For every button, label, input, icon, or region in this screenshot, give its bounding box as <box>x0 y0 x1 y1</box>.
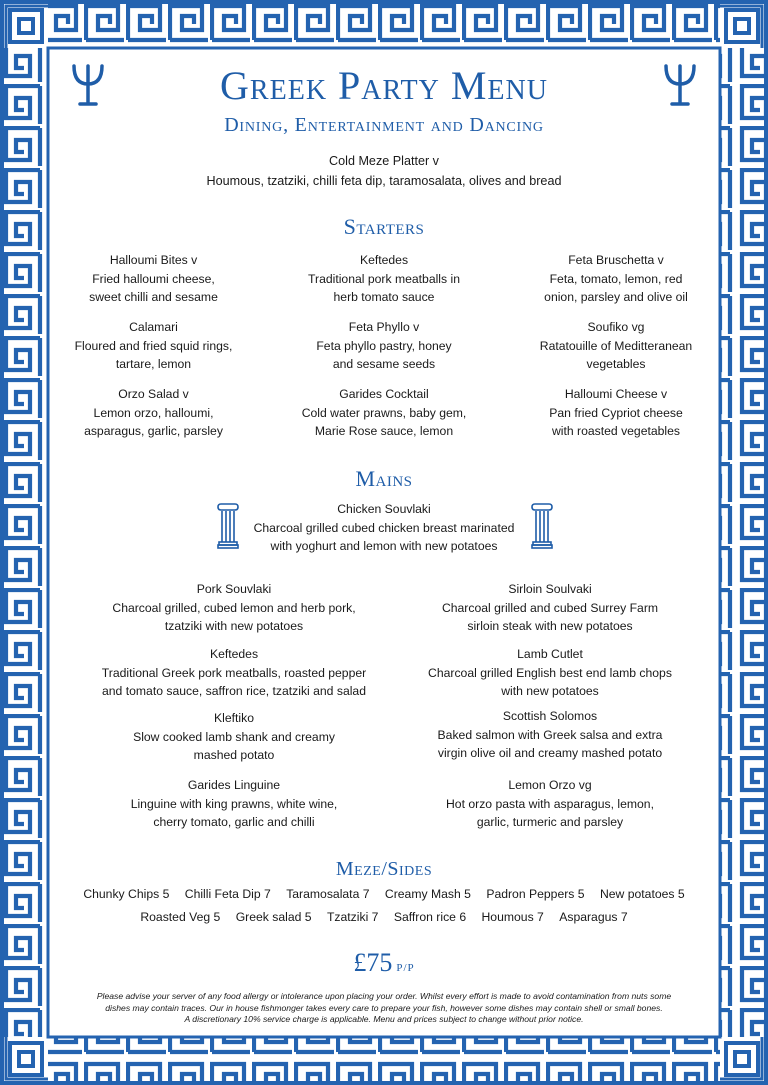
starter-item <box>296 318 472 374</box>
item-name: Pork Souvlaki <box>196 582 272 596</box>
item-desc: Slow cooked lamb shank and creamy <box>133 729 335 744</box>
ionic-column-icon-right <box>531 503 553 549</box>
item-name: Sirloin Soulvaki <box>508 582 592 596</box>
item-name: Feta Phyllo v <box>348 320 420 334</box>
starter-item <box>296 251 472 307</box>
item-desc: Marie Rose sauce, lemon <box>314 424 454 438</box>
side-item: Asparagus 7 <box>559 910 628 924</box>
item-name: Lemon Orzo vg <box>508 778 592 792</box>
starter-item <box>528 251 704 307</box>
main-item <box>414 580 686 636</box>
item-desc: garlic, turmeric and parsley <box>476 815 624 829</box>
item-name: Chicken Souvlaki <box>337 502 431 516</box>
starter-item <box>528 385 704 441</box>
item-desc: asparagus, garlic, parsley <box>84 424 223 438</box>
allergy-notice <box>66 991 702 1026</box>
item-desc: Feta phyllo pastry, honey <box>316 338 452 353</box>
item-desc: Floured and fried squid rings, <box>74 338 233 353</box>
item-desc: Cold water prawns, baby gem, <box>301 405 467 420</box>
item-desc: Traditional Greek pork meatballs, roasted pepper <box>101 665 367 680</box>
item-desc: Baked salmon with Greek salsa and extra <box>437 727 663 742</box>
side-item: Creamy Mash 5 <box>384 887 471 901</box>
main-item <box>96 709 372 765</box>
item-name: Scottish Solomos <box>502 709 598 723</box>
item-desc: Pan fried Cypriot cheese <box>549 405 683 420</box>
item-desc: sweet chilli and sesame <box>89 290 218 304</box>
side-item: Roasted Veg 5 <box>140 910 221 924</box>
main-item <box>414 776 686 832</box>
item-name: Halloumi Cheese v <box>564 387 668 401</box>
starter-item <box>66 385 241 441</box>
item-desc: Lemon orzo, halloumi, <box>93 405 214 420</box>
side-item: Chunky Chips 5 <box>83 887 170 901</box>
main-item <box>96 645 372 701</box>
meze-platter <box>134 151 634 191</box>
price <box>0 948 768 978</box>
side-item: Chilli Feta Dip 7 <box>184 887 271 901</box>
starter-item <box>66 318 241 374</box>
starter-item <box>296 385 472 441</box>
price-unit: P/P <box>396 962 415 974</box>
page-title: Greek Party Menu <box>220 63 548 108</box>
item-desc: Feta, tomato, lemon, red <box>549 271 683 286</box>
item-desc: and tomato sauce, saffron rice, tzatziki and salad <box>102 684 366 698</box>
item-name: Halloumi Bites v <box>109 253 198 267</box>
side-item: Saffron rice 6 <box>393 910 467 924</box>
side-item: Greek salad 5 <box>235 910 312 924</box>
notice-line: A discretionary 10% service charge is applicable. Menu and prices subject to change without prior notice. <box>184 1014 584 1024</box>
item-desc: tartare, lemon <box>115 357 192 371</box>
item-desc: Charcoal grilled English best end lamb chops <box>428 665 672 680</box>
item-desc: with roasted vegetables <box>551 424 681 438</box>
main-item <box>414 645 686 701</box>
item-name: Keftedes <box>209 647 259 661</box>
meze-platter-name: Cold Meze Platter v <box>329 154 439 168</box>
sides-row-1 <box>0 887 768 901</box>
item-name: Garides Cocktail <box>339 387 429 401</box>
item-desc: onion, parsley and olive oil <box>544 290 688 304</box>
main-item <box>96 776 372 832</box>
side-item: Taramosalata 7 <box>286 887 370 901</box>
sides-heading: Meze/Sides <box>335 858 433 880</box>
item-name: Orzo Salad v <box>118 387 189 401</box>
item-desc: virgin olive oil and creamy mashed potato <box>437 746 663 760</box>
meze-platter-desc: Houmous, tzatziki, chilli feta dip, taramosalata, olives and bread <box>206 174 562 188</box>
item-desc: with new potatoes <box>501 684 599 698</box>
main-item <box>96 580 372 636</box>
item-desc: and sesame seeds <box>332 357 436 371</box>
item-desc: herb tomato sauce <box>333 290 435 304</box>
ionic-column-icon-left <box>217 503 239 549</box>
item-name: Lamb Cutlet <box>517 647 583 661</box>
item-desc: vegetables <box>586 357 646 371</box>
main-feature-item <box>244 500 524 556</box>
starter-item <box>528 318 704 374</box>
item-name: Feta Bruschetta v <box>568 253 664 267</box>
mains-heading: Mains <box>355 466 413 491</box>
notice-line: dishes may contain traces. Our in house fishmonger takes every care to prepare your fish, however some dishes may contain shell or small bones. <box>105 1002 663 1013</box>
main-item <box>414 707 686 763</box>
starters-heading: Starters <box>343 214 425 239</box>
item-name: Keftedes <box>359 253 409 267</box>
starter-item <box>66 251 241 307</box>
item-desc: Charcoal grilled cubed chicken breast marinated <box>253 520 515 535</box>
item-desc: Linguine with king prawns, white wine, <box>130 796 338 811</box>
item-name: Garides Linguine <box>187 778 281 792</box>
notice-line: Please advise your server of any food allergy or intolerance upon placing your order. Whilst every effort is made to avoid contamination from nuts some <box>96 991 672 1001</box>
item-desc: cherry tomato, garlic and chilli <box>153 815 315 829</box>
side-item: New potatoes 5 <box>599 887 685 901</box>
item-desc: Fried halloumi cheese, <box>92 271 215 286</box>
page-subtitle: Dining, Entertainment and Dancing <box>224 114 544 136</box>
item-desc: with yoghurt and lemon with new potatoes <box>270 539 498 553</box>
side-item: Padron Peppers 5 <box>486 887 585 901</box>
item-desc: Ratatouille of Meditteranean <box>539 338 693 353</box>
item-desc: Hot orzo pasta with asparagus, lemon, <box>446 796 654 811</box>
item-desc: Traditional pork meatballs in <box>308 271 460 286</box>
item-name: Calamari <box>129 320 178 334</box>
side-item: Tzatziki 7 <box>326 910 379 924</box>
sides-row-2 <box>0 910 768 924</box>
item-desc: Charcoal grilled and cubed Surrey Farm <box>441 600 659 615</box>
price-amount: £75 <box>353 948 393 977</box>
item-desc: tzatziki with new potatoes <box>164 619 304 633</box>
side-item: Houmous 7 <box>481 910 544 924</box>
item-desc: sirloin steak with new potatoes <box>467 619 633 633</box>
item-name: Soufiko vg <box>587 320 645 334</box>
item-desc: mashed potato <box>193 748 275 762</box>
item-name: Kleftiko <box>214 711 254 725</box>
item-desc: Charcoal grilled, cubed lemon and herb pork, <box>112 600 356 615</box>
